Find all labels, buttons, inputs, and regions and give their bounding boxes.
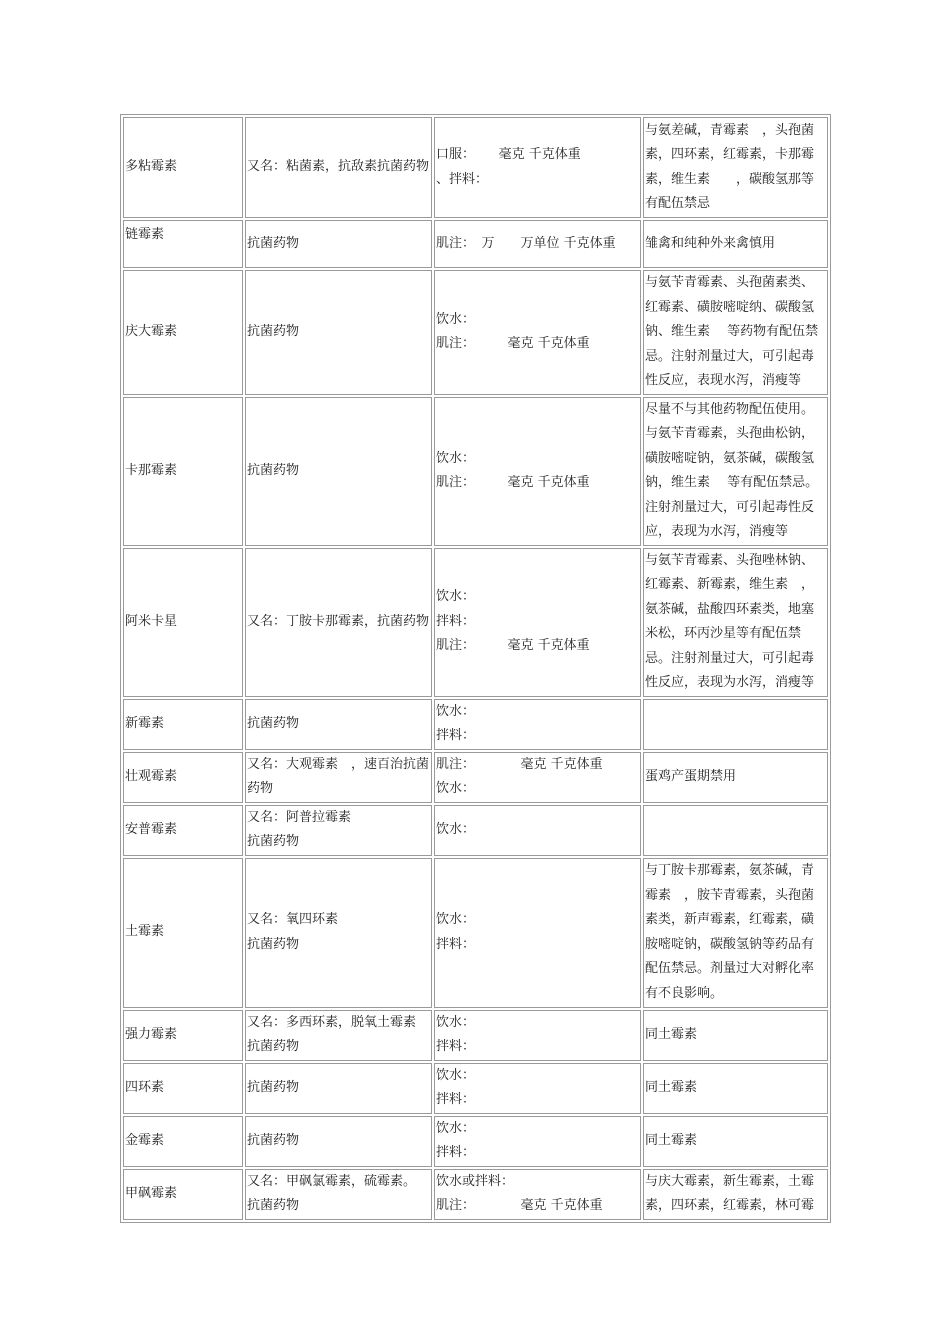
usage-line: 饮水：	[436, 311, 476, 327]
drug-description: 又名：大观霉素 ，速百治抗菌药物	[245, 752, 432, 803]
drug-usage	[434, 117, 641, 218]
drug-name: 多粘霉素	[123, 117, 243, 218]
drug-description: 抗菌药物	[245, 220, 432, 268]
table-row	[123, 858, 828, 1008]
drug-usage	[434, 699, 641, 750]
description-line: 又名：多西环素，脱氧土霉素	[247, 1014, 417, 1030]
drug-name: 土霉素	[123, 858, 243, 1008]
drug-description	[245, 1169, 432, 1220]
drug-notes: 与氨差碱，青霉素 ，头孢菌素，四环素，红霉素，卡那霉素，维生素 ，碳酸氢那等有配伍禁忌	[643, 117, 828, 218]
table-row	[123, 1169, 828, 1220]
drug-notes	[643, 805, 828, 856]
usage-line: 肌注： 万 万单位 千克体重	[436, 235, 616, 251]
usage-line: 、拌料：	[436, 171, 489, 187]
usage-line: 饮水：	[436, 1014, 476, 1030]
usage-line: 肌注： 毫克 千克体重	[436, 1198, 603, 1213]
usage-line: 拌料：	[436, 936, 476, 952]
drug-notes: 同土霉素	[643, 1063, 828, 1114]
description-line: 抗菌药物	[247, 936, 300, 952]
table-row	[123, 752, 828, 803]
usage-line: 肌注： 毫克 千克体重	[436, 475, 590, 490]
table-row	[123, 699, 828, 750]
description-line: 又名：甲砜氯霉素，硫霉素。	[247, 1173, 417, 1189]
description-line: 抗菌药物	[247, 1198, 300, 1213]
drug-description: 又名：丁胺卡那霉素，抗菌药物	[245, 548, 432, 697]
drug-usage	[434, 270, 641, 395]
usage-line: 饮水：	[436, 1067, 476, 1083]
drug-name: 强力霉素	[123, 1010, 243, 1061]
drug-description: 抗菌药物	[245, 1116, 432, 1167]
drug-notes: 雏禽和纯种外来禽慎用	[643, 220, 828, 268]
description-line: 又名：阿普拉霉素	[247, 809, 352, 825]
drug-notes: 蛋鸡产蛋期禁用	[643, 752, 828, 803]
drug-usage	[434, 548, 641, 697]
table-row	[123, 805, 828, 856]
drug-usage	[434, 1116, 641, 1167]
drug-name: 金霉素	[123, 1116, 243, 1167]
drug-name: 新霉素	[123, 699, 243, 750]
table-row	[123, 117, 828, 218]
table-row	[123, 397, 828, 546]
drug-description	[245, 858, 432, 1008]
drug-usage	[434, 752, 641, 803]
table-row	[123, 220, 828, 268]
usage-line: 饮水：	[436, 781, 476, 796]
description-line: 抗菌药物	[247, 834, 300, 849]
drug-description: 抗菌药物	[245, 1063, 432, 1114]
drug-notes: 尽量不与其他药物配伍使用。与氨苄青霉素，头孢曲松钠，磺胺嘧啶钠，氨茶碱，碳酸氢钠，维生素 等有配伍禁忌。注射剂量过大，可引起毒性反应，表现为水泻，消瘦等	[643, 397, 828, 546]
drug-notes	[643, 699, 828, 750]
usage-line: 拌料：	[436, 1039, 476, 1054]
drug-usage	[434, 1169, 641, 1220]
usage-line: 饮水或拌料：	[436, 1173, 515, 1189]
table-row	[123, 1063, 828, 1114]
drug-description	[245, 1010, 432, 1061]
drug-usage	[434, 805, 641, 856]
drug-usage	[434, 1063, 641, 1114]
usage-line: 饮水：	[436, 912, 476, 927]
description-line: 抗菌药物	[247, 1039, 300, 1054]
drug-notes: 同土霉素	[643, 1116, 828, 1167]
usage-line: 饮水：	[436, 450, 476, 466]
drug-name: 壮观霉素	[123, 752, 243, 803]
drug-notes: 与氨苄青霉素、头孢唑林钠、红霉素、新霉素，维生素 ，氨茶碱，盐酸四环素类，地塞米松，环丙沙星等有配伍禁忌。注射剂量过大，可引起毒性反应，表现为水泻，消瘦等	[643, 548, 828, 697]
usage-line: 肌注： 毫克 千克体重	[436, 638, 590, 654]
drug-name: 甲砜霉素	[123, 1169, 243, 1220]
drug-description: 抗菌药物	[245, 397, 432, 546]
usage-line: 拌料：	[436, 1145, 476, 1160]
drug-notes: 与庆大霉素，新生霉素，土霉素，四环素，红霉素，林可霉	[643, 1169, 828, 1220]
drug-description: 抗菌药物	[245, 699, 432, 750]
usage-line: 拌料：	[436, 728, 476, 743]
usage-line: 肌注： 毫克 千克体重	[436, 756, 603, 772]
drug-usage	[434, 397, 641, 546]
usage-line: 饮水：	[436, 589, 476, 605]
drug-name: 链霉素	[123, 220, 243, 268]
drug-table	[120, 114, 831, 1223]
description-line: 又名：氧四环素	[247, 912, 339, 927]
usage-line: 饮水：	[436, 703, 476, 719]
usage-line: 肌注： 毫克 千克体重	[436, 336, 590, 352]
table-row	[123, 1116, 828, 1167]
usage-line: 饮水：	[436, 1120, 476, 1136]
drug-name: 安普霉素	[123, 805, 243, 856]
drug-description	[245, 805, 432, 856]
drug-usage	[434, 858, 641, 1008]
drug-notes: 与丁胺卡那霉素，氨茶碱，青霉素 ，胺苄青霉素，头孢菌素类，新声霉素，红霉素，磺胺嘧啶钠，碳酸氢钠等药品有配伍禁忌。剂量过大对孵化率有不良影响。	[643, 858, 828, 1008]
table-row	[123, 270, 828, 395]
drug-name: 卡那霉素	[123, 397, 243, 546]
usage-line: 饮水：	[436, 821, 476, 837]
drug-description: 抗菌药物	[245, 270, 432, 395]
drug-notes: 与氨苄青霉素、头孢菌素类、红霉素、磺胺嘧啶纳、碳酸氢钠、维生素 等药物有配伍禁忌。注射剂量过大，可引起毒性反应，表现水泻，消瘦等	[643, 270, 828, 395]
usage-line: 口服： 毫克 千克体重	[436, 147, 581, 162]
table-row	[123, 1010, 828, 1061]
drug-usage	[434, 1010, 641, 1061]
drug-usage	[434, 220, 641, 268]
drug-description: 又名：粘菌素，抗敌素抗菌药物	[245, 117, 432, 218]
drug-notes: 同土霉素	[643, 1010, 828, 1061]
usage-line: 拌料：	[436, 1092, 476, 1107]
table-row	[123, 548, 828, 697]
usage-line: 拌料：	[436, 613, 476, 629]
drug-name: 阿米卡星	[123, 548, 243, 697]
drug-name: 庆大霉素	[123, 270, 243, 395]
drug-name: 四环素	[123, 1063, 243, 1114]
